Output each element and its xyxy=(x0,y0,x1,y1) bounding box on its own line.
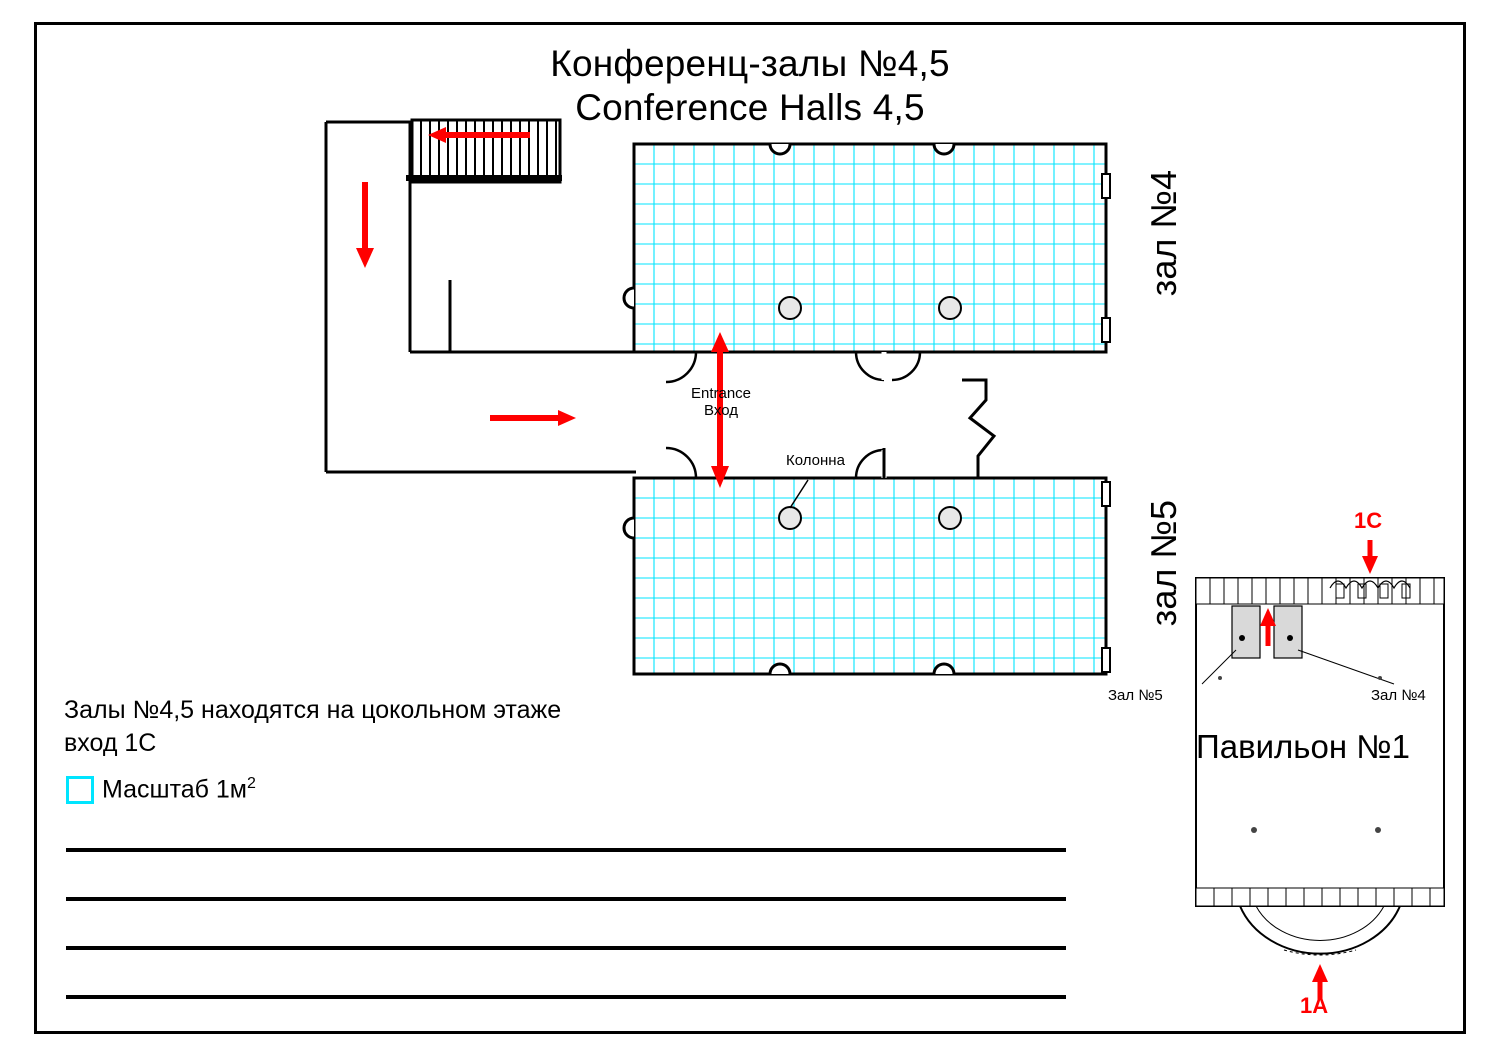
location-note-line1: Залы №4,5 находятся на цокольном этаже xyxy=(64,696,562,724)
minimap-pavilion-label: Павильон №1 xyxy=(1196,728,1410,765)
scale-label: Масштаб $1м^2$ xyxy=(102,775,256,804)
minimap-hall-5-label: Зал №5 xyxy=(1108,687,1163,704)
title-line-english: Conference Halls 4,5 xyxy=(575,87,925,128)
minimap-entrance-1a-label: 1A xyxy=(1300,993,1329,1018)
scale-swatch-icon xyxy=(66,776,94,804)
minimap-entrance-1c-label: 1C xyxy=(1354,508,1383,533)
hall-5-room xyxy=(624,448,1110,674)
hall-5-label: зал №5 xyxy=(1143,500,1184,627)
minimap-hall-4-label: Зал №4 xyxy=(1371,687,1426,704)
minimap-hall-4 xyxy=(1274,606,1302,658)
hall-4-room xyxy=(624,144,1110,382)
entrance-label xyxy=(676,385,766,419)
writing-line-2 xyxy=(66,897,1066,901)
writing-line-4 xyxy=(66,995,1066,999)
writing-line-1 xyxy=(66,848,1066,852)
entrance-label-en: Entrance xyxy=(690,385,752,402)
title-line-russian: Конференц-залы №4,5 xyxy=(550,43,950,84)
scale-exponent: 2 xyxy=(247,775,256,792)
writing-line-3 xyxy=(66,946,1066,950)
location-note xyxy=(64,694,561,760)
column-label: Колонна xyxy=(786,452,845,469)
stairs xyxy=(406,120,562,182)
entrance-label-ru: Вход xyxy=(704,402,738,419)
corridor-connector xyxy=(920,380,994,480)
location-note-line2: вход 1С xyxy=(64,729,157,757)
scale-legend xyxy=(66,775,256,804)
hall-4-label: зал №4 xyxy=(1143,170,1184,297)
